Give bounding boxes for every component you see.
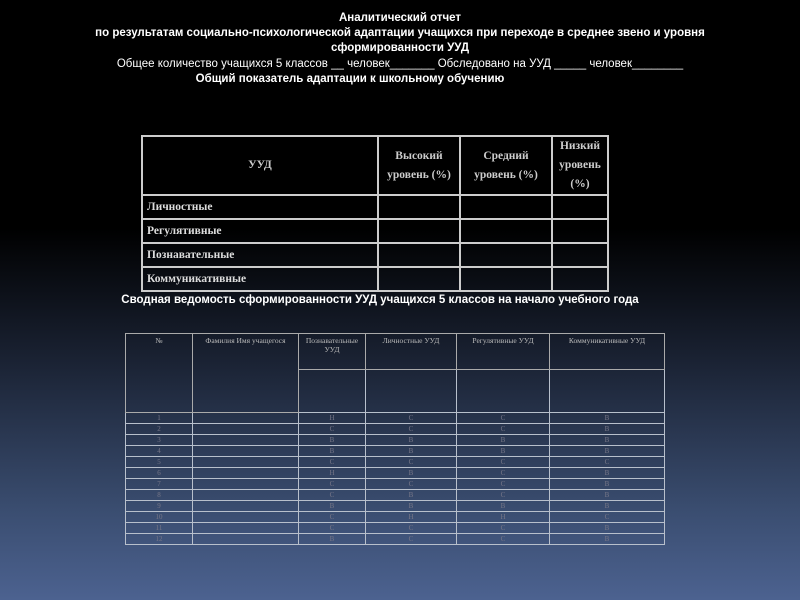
table-cell: С [366,479,457,490]
counts-line: Общее количество учащихся 5 классов __ человек_______ Обследовано на УУД _____ человек________ [116,58,684,70]
table-cell: С [457,468,550,479]
table-cell: В [550,413,665,424]
table-cell [193,534,299,545]
table-cell: Н [299,413,366,424]
table-cell: В [457,501,550,512]
table-cell: С [299,424,366,435]
table-row [142,267,608,291]
table-cell: С [366,457,457,468]
col-header: Фамилия Имя учащегося [193,334,299,413]
table-cell: С [457,534,550,545]
table-cell: В [366,435,457,446]
table-cell: С [457,424,550,435]
table-cell [193,501,299,512]
col-header: Познавательные УУД [299,334,366,370]
table-cell: В [366,501,457,512]
summary-heading: Сводная ведомость сформированности УУД учащихся 5 классов на начало учебного года [121,294,639,306]
table-cell [193,468,299,479]
table-cell: В [550,446,665,457]
table-cell [193,523,299,534]
table-row [126,512,665,523]
table-cell: 5 [126,457,193,468]
table-cell: В [299,534,366,545]
table-cell: Н [457,512,550,523]
table-cell: В [550,468,665,479]
table-cell: С [457,413,550,424]
table-row [126,457,665,468]
table-cell: С [457,490,550,501]
table-cell: В [366,468,457,479]
table-cell: С [366,534,457,545]
col-header: № [126,334,193,413]
row-label: Познавательные [142,243,378,267]
table-cell: В [299,501,366,512]
report-subtitle: по результатам социально-психологической адаптации учащихся при переходе в среднее звено и уровня [95,27,705,39]
table-row [126,534,665,545]
table-cell: В [299,435,366,446]
col-header: Средний уровень (%) [460,136,552,195]
table-cell: С [299,490,366,501]
table-row [126,468,665,479]
table-cell [193,457,299,468]
table-cell: Н [366,512,457,523]
table-row [126,479,665,490]
table-row [142,243,608,267]
table-row [142,195,608,219]
table-cell: 9 [126,501,193,512]
table-row [126,424,665,435]
summary-table [125,333,665,545]
table-cell [193,413,299,424]
table-cell: 3 [126,435,193,446]
table-cell: 6 [126,468,193,479]
table-row [126,446,665,457]
table-cell [193,479,299,490]
table-cell: В [550,534,665,545]
report-title: Аналитический отчет [338,12,462,24]
table-cell: В [366,490,457,501]
table-cell: Н [299,468,366,479]
table-cell: С [550,457,665,468]
table-row [126,490,665,501]
table-cell: 12 [126,534,193,545]
table-cell: В [550,435,665,446]
table-cell: В [550,501,665,512]
table-cell: С [457,523,550,534]
table-cell: В [550,479,665,490]
table-cell [193,512,299,523]
table-cell: В [299,446,366,457]
adaptation-heading: Общий показатель адаптации к школьному обучению [195,73,505,85]
table-cell: 8 [126,490,193,501]
table-cell: С [299,479,366,490]
table-row [142,219,608,243]
table-cell [193,490,299,501]
table-cell [193,446,299,457]
table-cell: В [457,435,550,446]
table-cell: 7 [126,479,193,490]
col-header: Регулятивные УУД [457,334,550,370]
table-cell: 4 [126,446,193,457]
col-header: УУД [142,136,378,195]
col-header: Низкий уровень (%) [552,136,608,195]
table-cell: С [366,413,457,424]
table-cell: 1 [126,413,193,424]
uud-levels-table [141,135,609,292]
table-row [126,501,665,512]
table-row [126,523,665,534]
table-cell: С [366,523,457,534]
table-cell: В [366,446,457,457]
table-row [126,435,665,446]
table-cell: С [299,512,366,523]
table-cell: В [457,446,550,457]
table-cell: 11 [126,523,193,534]
table-cell [193,424,299,435]
table-cell: С [299,523,366,534]
table-cell: С [299,457,366,468]
table-cell: В [550,490,665,501]
table-row [126,413,665,424]
table-cell: С [457,479,550,490]
col-header: Коммуникативные УУД [550,334,665,370]
row-label: Личностные [142,195,378,219]
table-cell: В [550,523,665,534]
table-cell [193,435,299,446]
col-header: Личностные УУД [366,334,457,370]
table-cell: С [550,512,665,523]
table-cell: 10 [126,512,193,523]
row-label: Регулятивные [142,219,378,243]
table-cell: В [550,424,665,435]
table-cell: 2 [126,424,193,435]
report-subtitle-2: сформированности УУД [330,42,470,54]
col-header: Высокий уровень (%) [378,136,460,195]
table-cell: С [457,457,550,468]
row-label: Коммуникативные [142,267,378,291]
table-cell: С [366,424,457,435]
